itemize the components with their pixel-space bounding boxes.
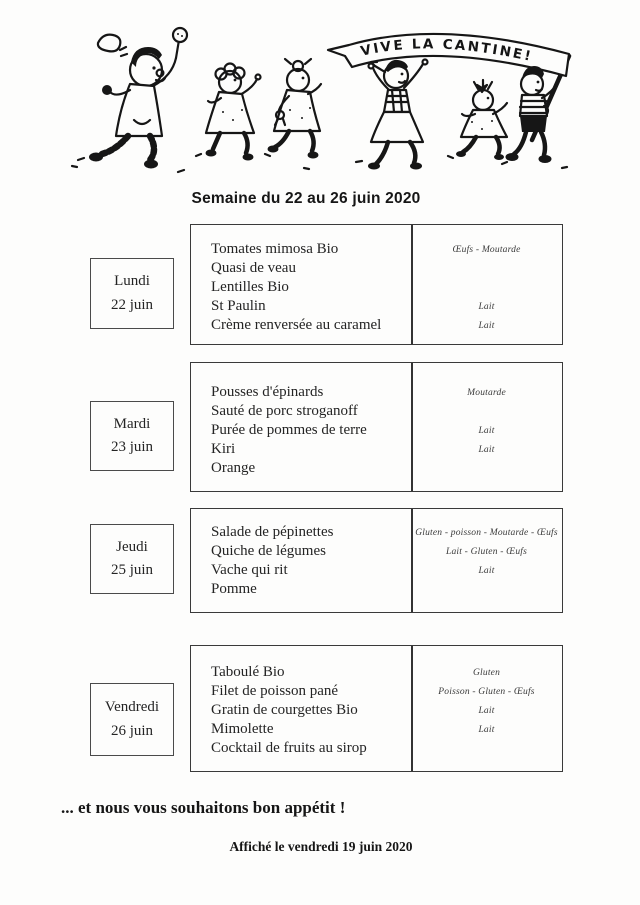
- menu-row: [191, 561, 562, 580]
- flying-hat: [98, 35, 120, 52]
- menu-row: [191, 259, 562, 278]
- girl-pigtails-figure: [368, 60, 428, 170]
- allergen-label: Lait: [478, 565, 495, 576]
- dish-label: Salade de pépinettes: [211, 524, 334, 540]
- column-divider: [411, 225, 413, 344]
- allergen-label: Moutarde: [467, 387, 506, 398]
- allergen-label: Lait: [478, 444, 495, 455]
- allergen-label: Lait: [478, 425, 495, 436]
- allergen-label: Lait: [478, 705, 495, 716]
- column-divider: [411, 363, 413, 491]
- menu-row: [191, 383, 562, 402]
- day-box-jeudi: [90, 524, 174, 594]
- boy-flagbearer-figure: [506, 66, 558, 163]
- ladle-icon: [173, 28, 187, 42]
- menu-row: [191, 739, 562, 758]
- dish-label: Crème renversée au caramel: [211, 317, 382, 333]
- day-box-vendredi: [90, 683, 174, 756]
- allergen-label: Poisson - Gluten - Œufs: [438, 686, 535, 697]
- menu-row: [191, 402, 562, 421]
- girl-curly-figure: [206, 64, 261, 161]
- dish-label: Orange: [211, 460, 256, 476]
- dish-label: Purée de pommes de terre: [211, 422, 367, 438]
- menu-table-vendredi: [190, 645, 563, 772]
- dish-label: Quasi de veau: [211, 260, 296, 276]
- menu-row: [191, 316, 562, 335]
- allergen-label: Lait: [478, 301, 495, 312]
- dish-label: Filet de poisson pané: [211, 683, 339, 699]
- day-name: Jeudi: [116, 538, 148, 555]
- menu-row: [191, 701, 562, 720]
- menu-row: [191, 663, 562, 682]
- dish-label: Tomates mimosa Bio: [211, 241, 339, 257]
- menu-table-lundi: [190, 224, 563, 345]
- dish-label: St Paulin: [211, 298, 266, 314]
- allergen-label: Lait: [478, 724, 495, 735]
- dish-label: Mimolette: [211, 721, 274, 737]
- dish-label: Pomme: [211, 581, 257, 597]
- dish-label: Pousses d'épinards: [211, 384, 324, 400]
- allergen-label: Gluten - poisson - Moutarde - Œufs: [415, 527, 558, 538]
- allergen-label: Lait - Gluten - Œufs: [445, 546, 528, 557]
- day-box-mardi: [90, 401, 174, 471]
- apron: [116, 84, 162, 136]
- allergen-label: Lait: [478, 320, 495, 331]
- dish-label: Kiri: [211, 441, 236, 457]
- dish-label: Sauté de porc stroganoff: [211, 403, 358, 419]
- bon-appetit-message: ... et nous vous souhaitons bon appétit !: [61, 798, 346, 817]
- allergen-label: Œufs - Moutarde: [452, 244, 521, 255]
- day-date: 23 juin: [110, 439, 154, 455]
- menu-row: [191, 278, 562, 297]
- menu-row: [191, 580, 562, 599]
- dish-label: Cocktail de fruits au sirop: [211, 740, 367, 756]
- day-name: Mardi: [113, 415, 151, 432]
- column-divider: [411, 509, 413, 612]
- allergen-label: Gluten: [472, 667, 501, 678]
- day-name: Lundi: [114, 273, 150, 290]
- day-date: 25 juin: [110, 562, 154, 578]
- small-girl-figure: [456, 80, 507, 160]
- menu-row: [191, 421, 562, 440]
- column-divider: [411, 646, 413, 771]
- day-name: Vendredi: [104, 699, 160, 716]
- posted-date-note: Affiché le vendredi 19 juin 2020: [229, 839, 413, 854]
- menu-table-mardi: [190, 362, 563, 492]
- page-title: Semaine du 22 au 26 juin 2020: [191, 190, 421, 207]
- cook-figure: [89, 28, 187, 169]
- day-date: 26 juin: [110, 722, 154, 739]
- day-box-lundi: [90, 258, 174, 329]
- dish-label: Taboulé Bio: [211, 664, 285, 680]
- dish-label: Quiche de légumes: [211, 543, 326, 559]
- menu-table-jeudi: [190, 508, 563, 613]
- girl-doll-figure: [268, 59, 322, 159]
- menu-row: [191, 240, 562, 259]
- menu-row: [191, 459, 562, 478]
- menu-row: [191, 682, 562, 701]
- illustration-running-children: [58, 26, 582, 178]
- dish-label: Gratin de courgettes Bio: [211, 702, 358, 718]
- menu-row: [191, 523, 562, 542]
- menu-row: [191, 297, 562, 316]
- dish-label: Lentilles Bio: [211, 279, 289, 295]
- menu-row: [191, 720, 562, 739]
- banner-text: VIVE LA CANTINE!: [359, 36, 535, 66]
- dish-label: Vache qui rit: [211, 562, 288, 578]
- menu-row: [191, 542, 562, 561]
- menu-row: [191, 440, 562, 459]
- day-date: 22 juin: [110, 296, 154, 313]
